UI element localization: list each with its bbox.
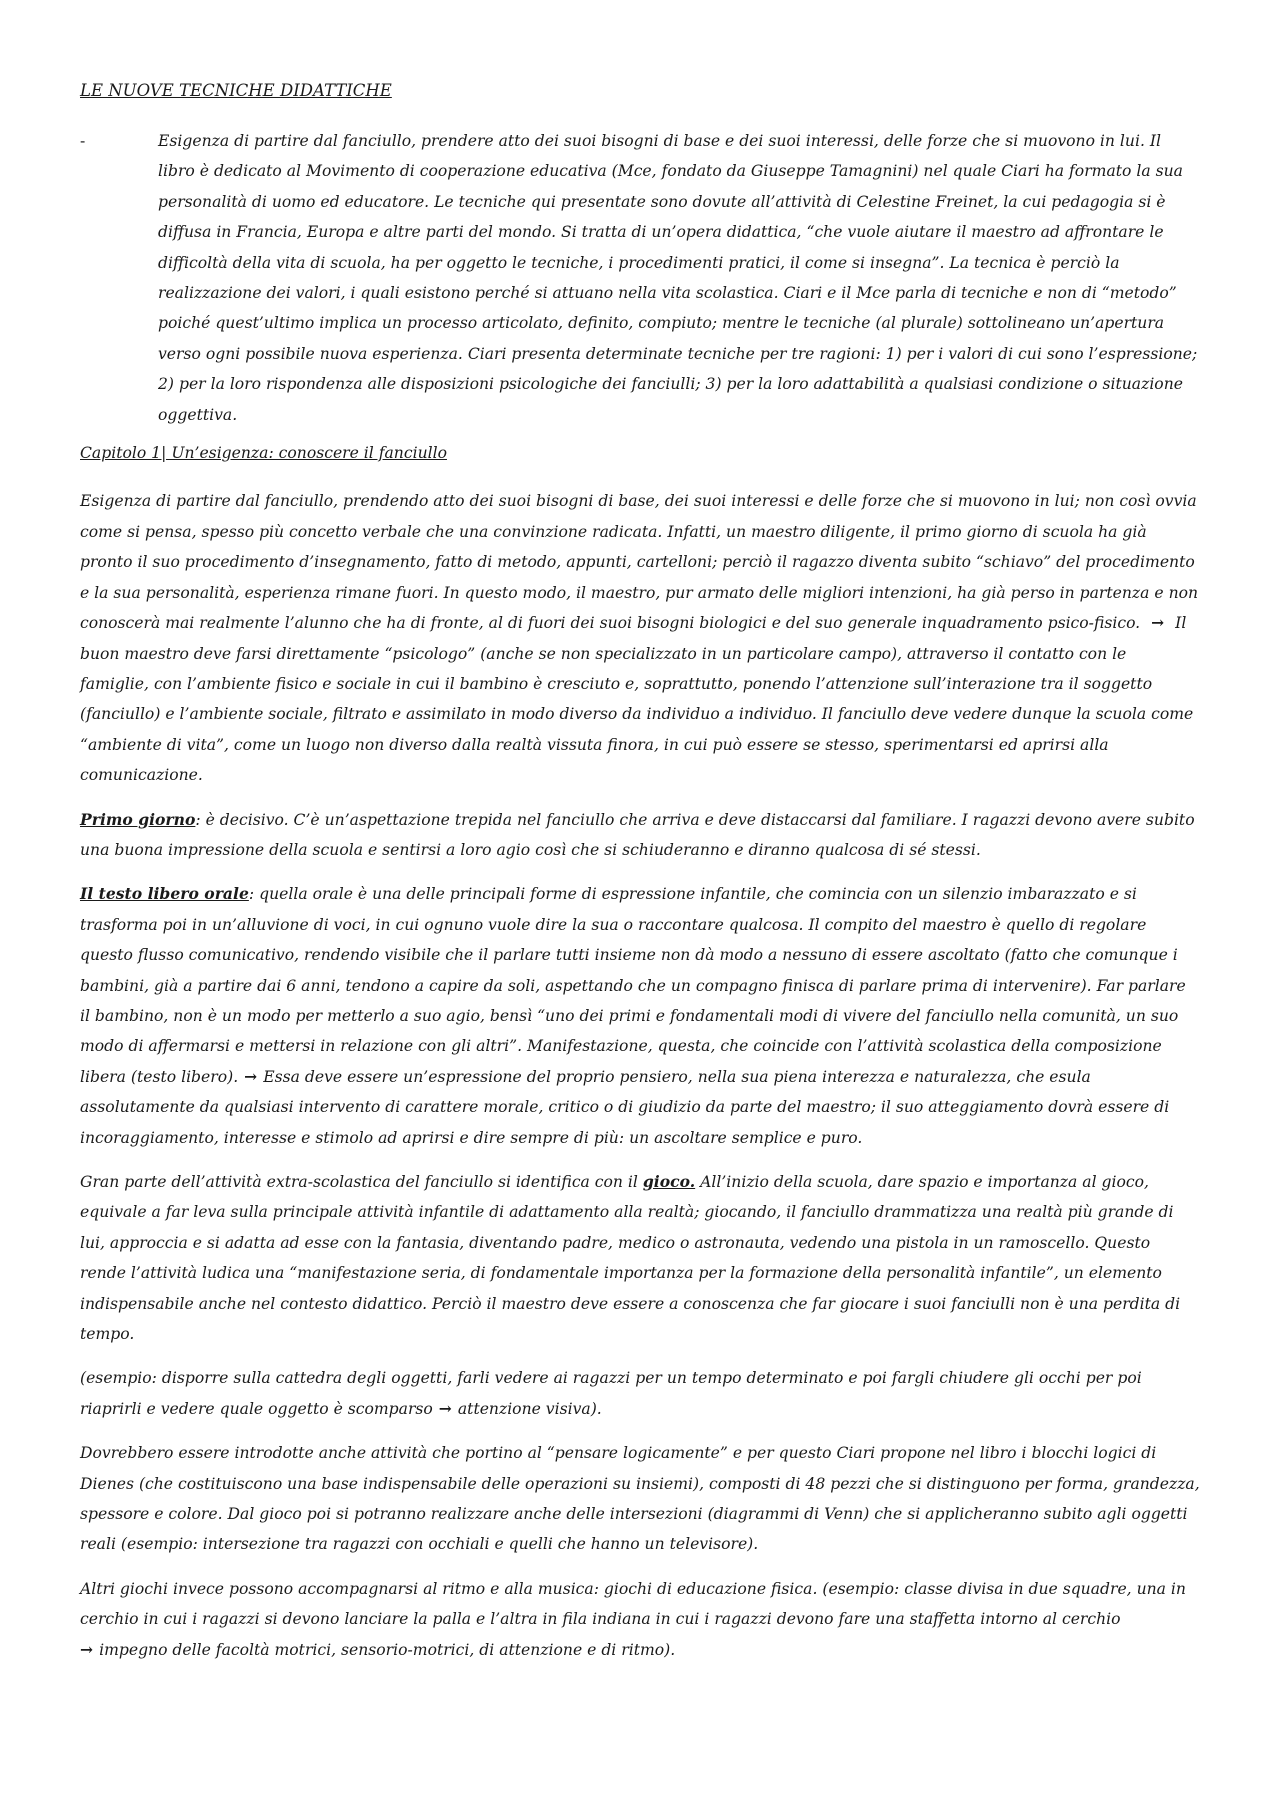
paragraph-text: (esempio: disporre sulla cattedra degli oggetti, farli vedere ai ragazzi per un tempo determinato e poi fargli chiudere gli occhi per poi riaprirli e vedere quale oggetto è scomparso <box>80 1369 1142 1418</box>
paragraph-text: Gran parte dell’attività extra-scolastica del fanciullo si identifica con il <box>80 1173 643 1191</box>
arrow-icon: → <box>80 1639 94 1659</box>
keyword-primo-giorno: Primo giorno <box>80 809 196 829</box>
chapter-heading: Capitolo 1| Un’esigenza: conoscere il fanciullo <box>80 444 447 463</box>
document-title: LE NUOVE TECNICHE DIDATTICHE <box>80 81 392 100</box>
arrow-icon: → <box>438 1398 452 1418</box>
paragraph-text: All’inizio della scuola, dare spazio e importanza al gioco, equivale a far leva sulla principale attività infantile di adattamento alla realtà; giocando, il fanciullo drammatizza una realtà più grande di lui, approccia e si adatta ad esse con la fantasia, diventando padre, medico o astronauta, vedendo una pistola in un ramoscello. Questo rende l’attività ludica una “manifestazione seria, di fondamentale importanza per la formazione della personalità infantile”, un elemento indispensabile anche nel contesto didattico. Perciò il maestro deve essere a conoscenza che far giocare i suoi fanciulli non è una perdita di tempo. <box>80 1173 1181 1344</box>
keyword-gioco: gioco. <box>642 1172 696 1191</box>
paragraph-text: : quella orale è una delle principali forme di espressione infantile, che comincia con un silenzio imbarazzato e si trasforma poi in un’alluvione di voci, in cui ognuno vuole dire la sua o raccontare qualcosa. Il compito del maestro è quello di regolare questo flusso comunicativo, rendendo visibile che il parlare tutti insieme non dà modo a nessuno di essere ascoltato (fatto che comunque i bambini, già a partire dai 6 anni, tendono a capire da soli, aspettando che un compagno finisca di parlare prima di intervenire). Far parlare il bambino, non è un modo per metterlo a suo agio, bensì “uno dei primi e fondamentali modi di vivere del fanciullo nella comunità, un suo modo di affermarsi e mettersi in relazione con gli altri”. Manifestazione, questa, che coincide con l’attività scolastica della composizione libera (testo libero). <box>80 885 1186 1086</box>
paragraph-text: Essa deve essere un’espressione del proprio pensiero, nella sua piena interezza e naturalezza, che esula assolutamente da qualsiasi intervento di carattere morale, critico o di giudizio da parte del maestro; il suo atteggiamento dovrà essere di incoraggiamento, interesse e stimolo ad aprirsi e dire sempre di più: un ascoltare semplice e puro. <box>80 1067 1170 1147</box>
paragraph-esempio-attenzione <box>80 1363 1200 1424</box>
paragraph-ritmo-musica <box>80 1574 1200 1665</box>
paragraph-text: Il buon maestro deve farsi direttamente “psicologo” (anche se non specializzato in un particolare campo), attraverso il contatto con le famiglie, con l’ambiente fisico e sociale in cui il bambino è cresciuto e, soprattutto, ponendo l’attenzione sull’interazione tra il soggetto (fanciullo) e l’ambiente sociale, filtrato e assimilato in modo diverso da individuo a individuo. Il fanciullo deve vedere dunque la scuola come “ambiente di vita”, come un luogo non diverso dalla realtà vissuta finora, in cui può essere se stesso, sperimentarsi ed aprirsi alla comunicazione. <box>80 614 1194 785</box>
paragraph-text: : è decisivo. C’è un’aspettazione trepida nel fanciullo che arriva e deve distaccarsi dal familiare. I ragazzi devono avere subito una buona impressione della scuola e sentirsi a loro agio così che si schiuderanno e diranno qualcosa di sé stessi. <box>80 810 1195 859</box>
paragraph-primo-giorno <box>80 805 1200 866</box>
paragraph-testo-libero <box>80 879 1200 1153</box>
arrow-icon: → <box>244 1066 258 1086</box>
intro-bullet-text: Esigenza di partire dal fanciullo, prendere atto dei suoi bisogni di base e dei suoi interessi, delle forze che si muovono in lui. Il libro è dedicato al Movimento di cooperazione educativa (Mce, fondato da Giuseppe Tamagnini) nel quale Ciari ha formato la sua personalità di uomo ed educatore. Le tecniche qui presentate sono dovute all’attività di Celestine Freinet, la cui pedagogia si è diffusa in Francia, Europa e altre parti del mondo. Si tratta di un’opera didattica, “che vuole aiutare il maestro ad affrontare le difficoltà della vita di scuola, ha per oggetto le tecniche, i procedimenti pratici, il come si insegna”. La tecnica è perciò la realizzazione dei valori, i quali esistono perché si attuano nella vita scolastica. Ciari e il Mce parla di tecniche e non di “metodo” poiché quest’ultimo implica un processo articolato, definito, compiuto; mentre le tecniche (al plurale) sottolineano un’apertura verso ogni possibile nuova esperienza. Ciari presenta determinate tecniche per tre ragioni: 1) per i valori di cui sono l’espressione; 2) per la loro rispondenza alle disposizioni psicologiche dei fanciulli; 3) per la loro adattabilità a qualsiasi condizione o situazione oggettiva. <box>158 132 1198 424</box>
paragraph-text: Esigenza di partire dal fanciullo, prendendo atto dei suoi bisogni di base, dei suoi interessi e delle forze che si muovono in lui; non così ovvia come si pensa, spesso più concetto verbale che una convinzione radicata. Infatti, un maestro diligente, il primo giorno di scuola ha già pronto il suo procedimento d’insegnamento, fatto di metodo, appunti, cartelloni; perciò il ragazzo diventa subito “schiavo” del procedimento e la sua personalità, esperienza rimane fuori. In questo modo, il maestro, pur armato delle migliori intenzioni, ha già perso in partenza e non conoscerà mai realmente l’alunno che ha di fronte, al di fuori dei suoi bisogni biologici e del suo generale inquadramento psico-fisico. <box>80 492 1199 633</box>
paragraph-text: impegno delle facoltà motrici, sensorio-motrici, di attenzione e di ritmo). <box>99 1640 676 1659</box>
keyword-testo-libero: Il testo libero orale <box>80 884 249 904</box>
bullet-marker: - <box>80 132 86 150</box>
arrow-icon: → <box>1151 613 1165 633</box>
intro-bullet <box>80 126 1200 430</box>
paragraph-gioco <box>80 1167 1200 1349</box>
paragraph-text: attenzione visiva). <box>457 1399 602 1418</box>
paragraph-pensare-logicamente: Dovrebbero essere introdotte anche attività che portino al “pensare logicamente” e per questo Ciari propone nel libro i blocchi logici di Dienes (che costituiscono una base indispensabile delle operazioni su insiemi), composti di 48 pezzi che si distinguono per forma, grandezza, spessore e colore. Dal gioco poi si potranno realizzare anche delle intersezioni (diagrammi di Venn) che si applicheranno subito agli oggetti reali (esempio: intersezione tra ragazzi con occhiali e quelli che hanno un televisore). <box>80 1444 1200 1554</box>
paragraph-text: Altri giochi invece possono accompagnarsi al ritmo e alla musica: giochi di educazione fisica. (esempio: classe divisa in due squadre, una in cerchio in cui i ragazzi si devono lanciare la palla e l’altra in fila indiana in cui i ragazzi devono fare una staffetta intorno al cerchio <box>80 1579 1186 1629</box>
paragraph-conoscere-fanciullo <box>80 486 1200 790</box>
